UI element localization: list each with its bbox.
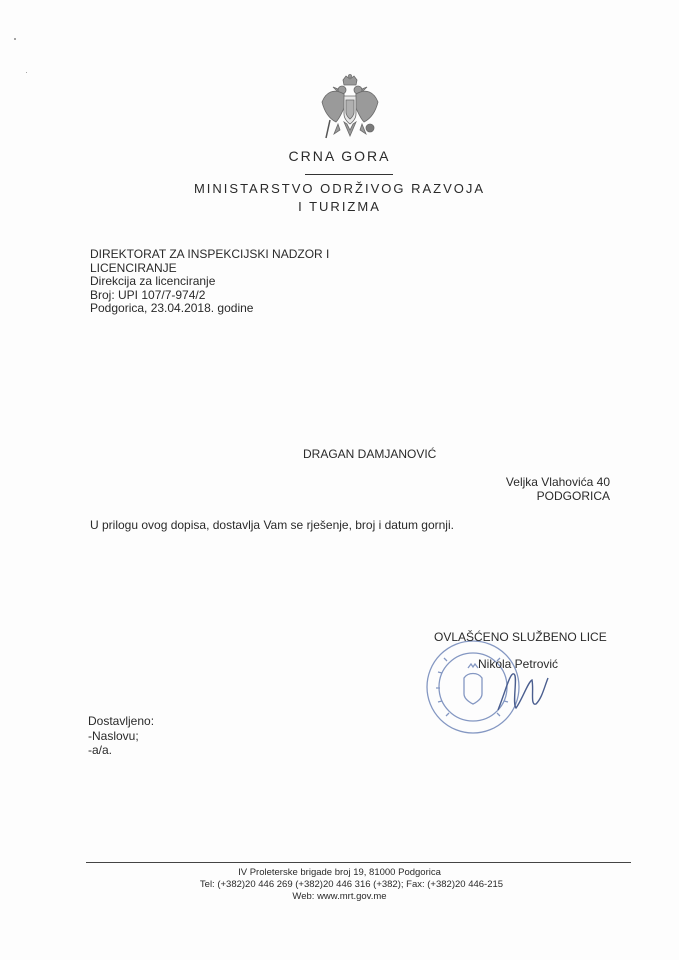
footer-divider xyxy=(86,862,631,863)
ministry-name xyxy=(0,180,679,216)
recipient-city: PODGORICA xyxy=(536,489,610,503)
distribution-label: Dostavljeno: xyxy=(88,714,155,728)
directorate-line-2: LICENCIRANJE xyxy=(90,260,177,275)
handwritten-signature-icon xyxy=(492,660,572,720)
letter-body: U prilogu ovog dopisa, dostavlja Vam se rješenje, broj i datum gornji. xyxy=(90,518,454,532)
department-name: Direkcija za licenciranje xyxy=(90,274,216,288)
ministry-line-1: MINISTARSTVO ODRŽIVOG RAZVOJA xyxy=(193,181,486,196)
directorate-line-1: DIREKTORAT ZA INSPEKCIJSKI NADZOR I xyxy=(90,247,330,261)
recipient-address xyxy=(506,475,610,503)
ministry-line-2: I TURIZMA xyxy=(298,199,381,214)
footer-address: IV Proleterske brigade broj 19, 81000 Podgorica xyxy=(238,867,441,878)
coat-of-arms-icon xyxy=(318,74,382,144)
footer-phones: Tel: (+382)20 446 269 (+382)20 446 316 (+382); Fax: (+382)20 446-215 xyxy=(199,879,504,890)
place-date: Podgorica, 23.04.2018. godine xyxy=(90,301,254,315)
distribution-item: -Naslovu; xyxy=(88,728,139,743)
recipient-street: Veljka Vlahovića 40 xyxy=(505,475,610,489)
distribution-item: -a/a. xyxy=(88,743,113,757)
scan-speck xyxy=(14,38,16,40)
distribution-list xyxy=(88,714,154,758)
signatory-name: Nikola Petrović xyxy=(478,657,559,671)
recipient-name: DRAGAN DAMJANOVIĆ xyxy=(303,447,437,461)
footer xyxy=(0,867,679,903)
footer-web: Web: www.mrt.gov.me xyxy=(292,891,387,902)
signature-block xyxy=(424,630,644,730)
reference-number: Broj: UPI 107/7-974/2 xyxy=(90,287,206,302)
scan-speck xyxy=(26,72,27,73)
signatory-title: OVLAŠĆENO SLUŽBENO LICE xyxy=(434,630,607,644)
country-name: CRNA GORA xyxy=(288,148,391,164)
letterhead-divider xyxy=(305,174,393,175)
sender-block xyxy=(90,248,380,316)
